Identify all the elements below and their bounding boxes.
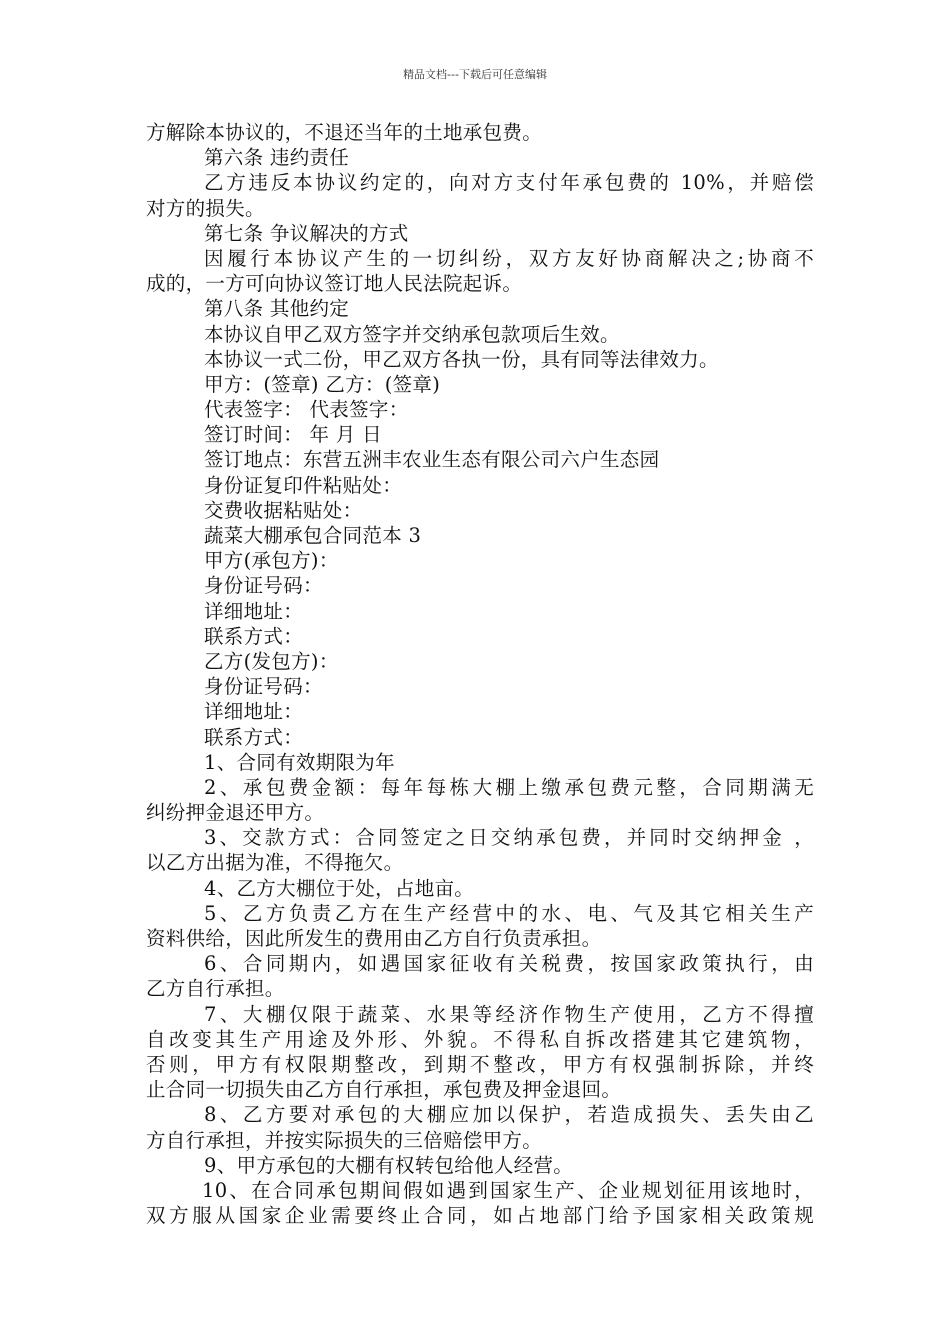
text-line: 资料供给，因此所发生的费用由乙方自行负责承担。	[146, 927, 602, 950]
text-line: 甲方：(签章) 乙方：(签章)	[204, 372, 441, 396]
text-line: 第八条 其他约定	[204, 297, 350, 321]
text-line: 详细地址：	[204, 599, 304, 623]
text-line: 以乙方出据为准，不得拖欠。	[146, 851, 404, 875]
text-line: 对方的损失。	[146, 196, 265, 220]
text-line: 6、合同期内，如遇国家征收有关税费，按国家政策执行，由	[204, 952, 814, 976]
text-line: 身份证号码：	[204, 675, 323, 699]
text-line: 2、承包费金额：每年每栋大棚上缴承包费元整，合同期满无	[204, 775, 814, 799]
text-line: 代表签字： 代表签字：	[204, 398, 409, 422]
text-line: 1、合同有效期限为年	[204, 750, 395, 774]
text-line: 因履行本协议产生的一切纠纷，双方友好协商解决之;协商不	[204, 246, 814, 270]
text-line: 双方服从国家企业需要终止合同，如占地部门给予国家相关政策规	[146, 1204, 814, 1228]
text-line: 8、乙方要对承包的大棚应加以保护，若造成损失、丢失由乙	[204, 1103, 814, 1127]
text-line: 9、甲方承包的大棚有权转包给他人经营。	[204, 1153, 574, 1177]
text-line: 联系方式：	[204, 624, 304, 648]
text-line: 成的，一方可向协议签订地人民法院起诉。	[146, 272, 523, 296]
text-line: 身份证复印件粘贴处：	[204, 473, 403, 497]
text-line: 方自行承担，并按实际损失的三倍赔偿甲方。	[146, 1128, 543, 1152]
text-line: 签订时间： 年 月 日	[204, 423, 382, 447]
text-line: 身份证号码：	[204, 574, 323, 598]
text-line: 交费收据粘贴处：	[204, 498, 363, 522]
text-line: 详细地址：	[204, 700, 304, 724]
text-line: 本协议一式二份，甲乙双方各执一份，具有同等法律效力。	[204, 347, 719, 371]
text-line: 纠纷押金退还甲方。	[146, 801, 325, 825]
document-body	[146, 120, 814, 1228]
text-line: 5、乙方负责乙方在生产经营中的水、电、气及其它相关生产	[204, 901, 814, 925]
text-line: 3、交款方式：合同签定之日交纳承包费，并同时交纳押金 ，	[204, 826, 814, 850]
text-line: 4、乙方大棚位于处，占地亩。	[204, 876, 475, 900]
text-line: 否则，甲方有权限期整改，到期不整改，甲方有权强制拆除，并终	[146, 1052, 814, 1076]
text-line: 止合同一切损失由乙方自行承担，承包费及押金退回。	[146, 1078, 622, 1102]
text-line: 第七条 争议解决的方式	[204, 221, 409, 245]
text-line: 蔬菜大棚承包合同范本 3	[204, 524, 422, 547]
text-line: 乙方(发包方)：	[204, 649, 339, 673]
text-line: 10、在合同承包期间假如遇到国家生产、企业规划征用该地时，	[202, 1178, 814, 1202]
text-line: 乙方违反本协议约定的，向对方支付年承包费的 10%，并赔偿	[204, 171, 814, 195]
text-line: 签订地点：东营五洲丰农业生态有限公司六户生态园	[204, 448, 660, 472]
text-line: 乙方自行承担。	[146, 977, 285, 1001]
text-line: 7、大棚仅限于蔬菜、水果等经济作物生产使用，乙方不得擅	[204, 1002, 814, 1026]
text-line: 甲方(承包方)：	[204, 549, 339, 573]
text-line: 第六条 违约责任	[204, 146, 350, 170]
text-line: 自改变其生产用途及外形、外貌。不得私自拆改搭建其它建筑物，	[146, 1027, 814, 1051]
page-header: 精品文档---下载后可任意编辑	[403, 68, 547, 81]
text-line: 联系方式：	[204, 725, 304, 749]
text-line: 本协议自甲乙双方签字并交纳承包款项后生效。	[204, 322, 620, 346]
text-line: 方解除本协议的，不退还当年的土地承包费。	[146, 121, 543, 144]
